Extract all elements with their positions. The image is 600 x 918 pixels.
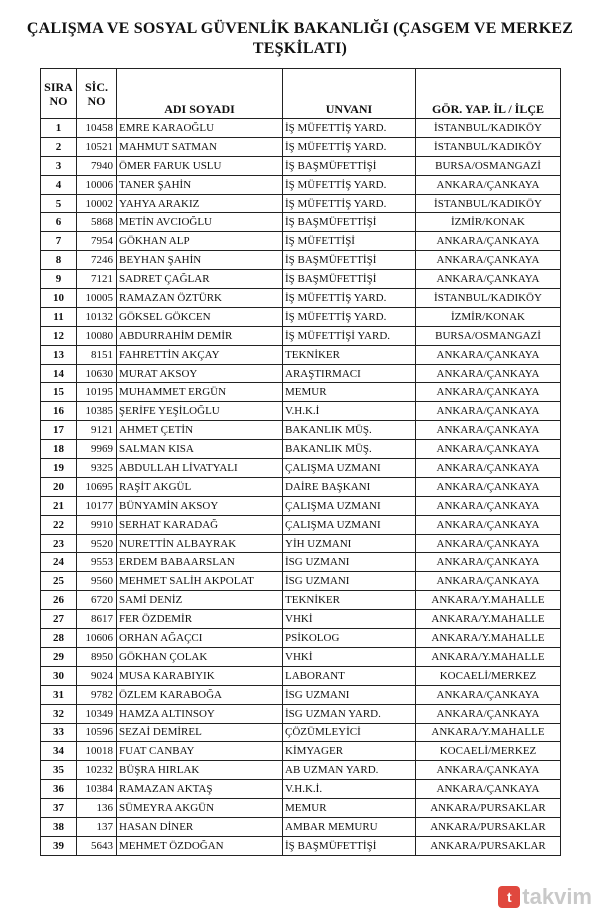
table-row (41, 440, 561, 459)
header-adi-soyadi: ADI SOYADI (117, 69, 283, 119)
cell-sira-no: 37 (41, 799, 77, 818)
table-row (41, 345, 561, 364)
cell-adi-soyadi: FUAT CANBAY (117, 742, 283, 761)
cell-gorev-yeri: ANKARA/ÇANKAYA (416, 251, 561, 270)
cell-sira-no: 21 (41, 496, 77, 515)
table-row (41, 175, 561, 194)
cell-sira-no: 23 (41, 534, 77, 553)
cell-adi-soyadi: SEZAİ DEMİREL (117, 723, 283, 742)
cell-adi-soyadi: SADRET ÇAĞLAR (117, 270, 283, 289)
cell-adi-soyadi: ABDURRAHİM DEMİR (117, 326, 283, 345)
cell-gorev-yeri: ANKARA/ÇANKAYA (416, 780, 561, 799)
cell-sic-no: 10521 (77, 137, 117, 156)
cell-gorev-yeri: BURSA/OSMANGAZİ (416, 156, 561, 175)
table-row (41, 137, 561, 156)
cell-unvani: İŞ MÜFETTİŞİ (283, 232, 416, 251)
cell-adi-soyadi: GÖKHAN ALP (117, 232, 283, 251)
table-row (41, 496, 561, 515)
cell-unvani: YİH UZMANI (283, 534, 416, 553)
table-row (41, 799, 561, 818)
cell-adi-soyadi: ORHAN AĞAÇCI (117, 629, 283, 648)
cell-sira-no: 6 (41, 213, 77, 232)
cell-unvani: KİMYAGER (283, 742, 416, 761)
cell-sic-no: 136 (77, 799, 117, 818)
cell-adi-soyadi: BÜNYAMİN AKSOY (117, 496, 283, 515)
table-row (41, 251, 561, 270)
takvim-logo-icon: t (498, 886, 520, 908)
cell-sic-no: 10385 (77, 402, 117, 421)
cell-unvani: İSG UZMANI (283, 572, 416, 591)
cell-adi-soyadi: RAMAZAN AKTAŞ (117, 780, 283, 799)
cell-unvani: ÇÖZÜMLEYİCİ (283, 723, 416, 742)
cell-gorev-yeri: ANKARA/ÇANKAYA (416, 534, 561, 553)
cell-sic-no: 8950 (77, 647, 117, 666)
cell-unvani: VHKİ (283, 610, 416, 629)
cell-gorev-yeri: ANKARA/Y.MAHALLE (416, 629, 561, 648)
table-row (41, 307, 561, 326)
table-row (41, 836, 561, 855)
cell-sic-no: 7246 (77, 251, 117, 270)
cell-gorev-yeri: BURSA/OSMANGAZİ (416, 326, 561, 345)
cell-sira-no: 29 (41, 647, 77, 666)
cell-adi-soyadi: GÖKSEL GÖKCEN (117, 307, 283, 326)
table-row (41, 704, 561, 723)
cell-gorev-yeri: ANKARA/Y.MAHALLE (416, 647, 561, 666)
cell-gorev-yeri: ANKARA/ÇANKAYA (416, 232, 561, 251)
cell-sira-no: 7 (41, 232, 77, 251)
cell-unvani: V.H.K.İ. (283, 780, 416, 799)
cell-sira-no: 31 (41, 685, 77, 704)
cell-sira-no: 27 (41, 610, 77, 629)
cell-unvani: V.H.K.İ (283, 402, 416, 421)
page-title-line2: TEŞKİLATI) (252, 40, 348, 57)
cell-sira-no: 33 (41, 723, 77, 742)
cell-adi-soyadi: SERHAT KARADAĞ (117, 515, 283, 534)
cell-sic-no: 6720 (77, 591, 117, 610)
cell-unvani: İŞ MÜFETTİŞ YARD. (283, 307, 416, 326)
table-row (41, 780, 561, 799)
header-gorev-yeri: GÖR. YAP. İL / İLÇE (416, 69, 561, 119)
cell-adi-soyadi: TANER ŞAHİN (117, 175, 283, 194)
cell-sic-no: 10018 (77, 742, 117, 761)
cell-adi-soyadi: ŞERİFE YEŞİLOĞLU (117, 402, 283, 421)
cell-sic-no: 10232 (77, 761, 117, 780)
cell-sic-no: 9782 (77, 685, 117, 704)
cell-gorev-yeri: ANKARA/ÇANKAYA (416, 761, 561, 780)
cell-unvani: BAKANLIK MÜŞ. (283, 440, 416, 459)
table-row (41, 213, 561, 232)
table-row (41, 723, 561, 742)
cell-gorev-yeri: ANKARA/Y.MAHALLE (416, 723, 561, 742)
cell-sic-no: 10195 (77, 383, 117, 402)
table-row (41, 402, 561, 421)
cell-unvani: BAKANLIK MÜŞ. (283, 421, 416, 440)
cell-sic-no: 10349 (77, 704, 117, 723)
cell-unvani: İŞ MÜFETTİŞ YARD. (283, 119, 416, 138)
cell-gorev-yeri: ANKARA/ÇANKAYA (416, 440, 561, 459)
cell-sic-no: 9520 (77, 534, 117, 553)
cell-unvani: ÇALIŞMA UZMANI (283, 515, 416, 534)
cell-adi-soyadi: BEYHAN ŞAHİN (117, 251, 283, 270)
cell-adi-soyadi: SAMİ DENİZ (117, 591, 283, 610)
cell-sic-no: 9560 (77, 572, 117, 591)
cell-adi-soyadi: YAHYA ARAKIZ (117, 194, 283, 213)
cell-sira-no: 8 (41, 251, 77, 270)
table-row (41, 515, 561, 534)
cell-sic-no: 9024 (77, 666, 117, 685)
cell-sic-no: 10080 (77, 326, 117, 345)
cell-unvani: İŞ BAŞMÜFETTİŞİ (283, 251, 416, 270)
cell-sira-no: 30 (41, 666, 77, 685)
cell-sira-no: 22 (41, 515, 77, 534)
table-row (41, 383, 561, 402)
cell-sira-no: 17 (41, 421, 77, 440)
cell-adi-soyadi: MUSA KARABIYIK (117, 666, 283, 685)
cell-adi-soyadi: MUHAMMET ERGÜN (117, 383, 283, 402)
table-row (41, 194, 561, 213)
cell-adi-soyadi: BÜŞRA HIRLAK (117, 761, 283, 780)
cell-adi-soyadi: ÖMER FARUK USLU (117, 156, 283, 175)
table-header-row (41, 69, 561, 119)
cell-sic-no: 10132 (77, 307, 117, 326)
header-sira-no (41, 69, 77, 119)
header-sic-line1: SİC. (84, 79, 108, 94)
cell-adi-soyadi: MEHMET SALİH AKPOLAT (117, 572, 283, 591)
cell-gorev-yeri: İZMİR/KONAK (416, 307, 561, 326)
cell-adi-soyadi: ÖZLEM KARABOĞA (117, 685, 283, 704)
cell-adi-soyadi: RAMAZAN ÖZTÜRK (117, 289, 283, 308)
cell-gorev-yeri: ANKARA/ÇANKAYA (416, 572, 561, 591)
watermark-text: takvim (522, 884, 592, 909)
table-row (41, 477, 561, 496)
header-sira-line1: SIRA (44, 79, 73, 94)
cell-sic-no: 9910 (77, 515, 117, 534)
cell-adi-soyadi: FAHRETTİN AKÇAY (117, 345, 283, 364)
cell-unvani: ÇALIŞMA UZMANI (283, 496, 416, 515)
takvim-watermark (498, 884, 592, 910)
cell-sic-no: 8151 (77, 345, 117, 364)
table-row (41, 270, 561, 289)
cell-gorev-yeri: İSTANBUL/KADIKÖY (416, 137, 561, 156)
cell-sic-no: 10596 (77, 723, 117, 742)
cell-unvani: AMBAR MEMURU (283, 817, 416, 836)
cell-sic-no: 10458 (77, 119, 117, 138)
cell-sic-no: 9553 (77, 553, 117, 572)
table-row (41, 572, 561, 591)
cell-unvani: İŞ MÜFETTİŞ YARD. (283, 175, 416, 194)
cell-gorev-yeri: ANKARA/PURSAKLAR (416, 799, 561, 818)
cell-gorev-yeri: ANKARA/ÇANKAYA (416, 459, 561, 478)
header-sic-line2: NO (87, 93, 106, 108)
cell-sira-no: 28 (41, 629, 77, 648)
cell-adi-soyadi: SÜMEYRA AKGÜN (117, 799, 283, 818)
table-row (41, 666, 561, 685)
table-row (41, 553, 561, 572)
cell-sira-no: 15 (41, 383, 77, 402)
cell-sic-no: 10606 (77, 629, 117, 648)
header-sira-line2: NO (49, 93, 68, 108)
cell-sic-no: 9325 (77, 459, 117, 478)
cell-sira-no: 12 (41, 326, 77, 345)
cell-gorev-yeri: ANKARA/ÇANKAYA (416, 270, 561, 289)
personnel-table (40, 68, 561, 856)
cell-sira-no: 4 (41, 175, 77, 194)
page-title-line1: ÇALIŞMA VE SOSYAL GÜVENLİK BAKANLIĞI (ÇASGEM VE MERKEZ (26, 20, 574, 37)
cell-unvani: VHKİ (283, 647, 416, 666)
cell-unvani: ARAŞTIRMACI (283, 364, 416, 383)
cell-sic-no: 5643 (77, 836, 117, 855)
cell-adi-soyadi: MAHMUT SATMAN (117, 137, 283, 156)
table-row (41, 591, 561, 610)
table-row (41, 364, 561, 383)
cell-sira-no: 18 (41, 440, 77, 459)
table-row (41, 761, 561, 780)
cell-sira-no: 26 (41, 591, 77, 610)
cell-gorev-yeri: ANKARA/ÇANKAYA (416, 515, 561, 534)
table-row (41, 534, 561, 553)
cell-gorev-yeri: İZMİR/KONAK (416, 213, 561, 232)
table-row (41, 421, 561, 440)
cell-unvani: İSG UZMANI (283, 553, 416, 572)
cell-unvani: DAİRE BAŞKANI (283, 477, 416, 496)
table-row (41, 232, 561, 251)
cell-gorev-yeri: ANKARA/ÇANKAYA (416, 345, 561, 364)
table-row (41, 629, 561, 648)
cell-gorev-yeri: ANKARA/PURSAKLAR (416, 817, 561, 836)
table-row (41, 647, 561, 666)
cell-adi-soyadi: HAMZA ALTINSOY (117, 704, 283, 723)
table-row (41, 742, 561, 761)
table-row (41, 817, 561, 836)
cell-sic-no: 9969 (77, 440, 117, 459)
cell-unvani: İŞ MÜFETTİŞ YARD. (283, 137, 416, 156)
cell-unvani: AB UZMAN YARD. (283, 761, 416, 780)
cell-sira-no: 34 (41, 742, 77, 761)
cell-sira-no: 32 (41, 704, 77, 723)
cell-sira-no: 13 (41, 345, 77, 364)
cell-sic-no: 10384 (77, 780, 117, 799)
cell-sic-no: 9121 (77, 421, 117, 440)
cell-adi-soyadi: MEHMET ÖZDOĞAN (117, 836, 283, 855)
cell-adi-soyadi: GÖKHAN ÇOLAK (117, 647, 283, 666)
cell-adi-soyadi: RAŞİT AKGÜL (117, 477, 283, 496)
cell-adi-soyadi: HASAN DİNER (117, 817, 283, 836)
cell-gorev-yeri: ANKARA/ÇANKAYA (416, 496, 561, 515)
cell-unvani: PSİKOLOG (283, 629, 416, 648)
cell-gorev-yeri: İSTANBUL/KADIKÖY (416, 289, 561, 308)
table-row (41, 289, 561, 308)
cell-unvani: İŞ BAŞMÜFETTİŞİ (283, 270, 416, 289)
cell-unvani: LABORANT (283, 666, 416, 685)
table-row (41, 459, 561, 478)
cell-sic-no: 137 (77, 817, 117, 836)
header-sic-no (77, 69, 117, 119)
cell-adi-soyadi: EMRE KARAOĞLU (117, 119, 283, 138)
cell-sira-no: 38 (41, 817, 77, 836)
cell-sira-no: 35 (41, 761, 77, 780)
cell-sira-no: 25 (41, 572, 77, 591)
cell-gorev-yeri: ANKARA/PURSAKLAR (416, 836, 561, 855)
cell-gorev-yeri: ANKARA/ÇANKAYA (416, 553, 561, 572)
table-row (41, 685, 561, 704)
cell-sira-no: 39 (41, 836, 77, 855)
cell-sic-no: 8617 (77, 610, 117, 629)
cell-sic-no: 10006 (77, 175, 117, 194)
cell-sira-no: 16 (41, 402, 77, 421)
cell-unvani: MEMUR (283, 799, 416, 818)
cell-gorev-yeri: ANKARA/ÇANKAYA (416, 364, 561, 383)
cell-unvani: İŞ MÜFETTİŞİ YARD. (283, 326, 416, 345)
cell-gorev-yeri: ANKARA/ÇANKAYA (416, 685, 561, 704)
cell-unvani: İŞ MÜFETTİŞ YARD. (283, 194, 416, 213)
cell-unvani: İŞ BAŞMÜFETTİŞİ (283, 836, 416, 855)
cell-sic-no: 10002 (77, 194, 117, 213)
cell-unvani: ÇALIŞMA UZMANI (283, 459, 416, 478)
cell-unvani: TEKNİKER (283, 591, 416, 610)
cell-sic-no: 7121 (77, 270, 117, 289)
cell-sira-no: 9 (41, 270, 77, 289)
cell-unvani: İSG UZMAN YARD. (283, 704, 416, 723)
header-unvani: UNVANI (283, 69, 416, 119)
table-row (41, 119, 561, 138)
cell-sira-no: 3 (41, 156, 77, 175)
cell-gorev-yeri: ANKARA/ÇANKAYA (416, 477, 561, 496)
cell-sira-no: 36 (41, 780, 77, 799)
cell-sira-no: 14 (41, 364, 77, 383)
cell-sic-no: 7940 (77, 156, 117, 175)
cell-gorev-yeri: İSTANBUL/KADIKÖY (416, 119, 561, 138)
cell-gorev-yeri: ANKARA/Y.MAHALLE (416, 591, 561, 610)
table-row (41, 326, 561, 345)
table-row (41, 610, 561, 629)
cell-adi-soyadi: NURETTİN ALBAYRAK (117, 534, 283, 553)
cell-adi-soyadi: ERDEM BABAARSLAN (117, 553, 283, 572)
cell-adi-soyadi: FER ÖZDEMİR (117, 610, 283, 629)
cell-adi-soyadi: AHMET ÇETİN (117, 421, 283, 440)
cell-sic-no: 10177 (77, 496, 117, 515)
table-row (41, 156, 561, 175)
cell-gorev-yeri: ANKARA/ÇANKAYA (416, 383, 561, 402)
cell-gorev-yeri: ANKARA/ÇANKAYA (416, 421, 561, 440)
cell-sira-no: 20 (41, 477, 77, 496)
cell-gorev-yeri: ANKARA/Y.MAHALLE (416, 610, 561, 629)
cell-gorev-yeri: KOCAELİ/MERKEZ (416, 742, 561, 761)
cell-sira-no: 24 (41, 553, 77, 572)
cell-sira-no: 10 (41, 289, 77, 308)
cell-adi-soyadi: SALMAN KISA (117, 440, 283, 459)
cell-unvani: İŞ MÜFETTİŞ YARD. (283, 289, 416, 308)
cell-adi-soyadi: MURAT AKSOY (117, 364, 283, 383)
cell-gorev-yeri: KOCAELİ/MERKEZ (416, 666, 561, 685)
cell-sira-no: 2 (41, 137, 77, 156)
cell-unvani: İŞ BAŞMÜFETTİŞİ (283, 156, 416, 175)
cell-sic-no: 5868 (77, 213, 117, 232)
cell-gorev-yeri: ANKARA/ÇANKAYA (416, 704, 561, 723)
cell-unvani: TEKNİKER (283, 345, 416, 364)
cell-unvani: İŞ BAŞMÜFETTİŞİ (283, 213, 416, 232)
cell-sira-no: 11 (41, 307, 77, 326)
cell-sira-no: 19 (41, 459, 77, 478)
cell-gorev-yeri: ANKARA/ÇANKAYA (416, 402, 561, 421)
cell-sic-no: 10630 (77, 364, 117, 383)
cell-sic-no: 10005 (77, 289, 117, 308)
cell-sira-no: 1 (41, 119, 77, 138)
cell-sira-no: 5 (41, 194, 77, 213)
cell-adi-soyadi: ABDULLAH LİVATYALI (117, 459, 283, 478)
cell-unvani: İSG UZMANI (283, 685, 416, 704)
cell-sic-no: 7954 (77, 232, 117, 251)
cell-gorev-yeri: İSTANBUL/KADIKÖY (416, 194, 561, 213)
cell-unvani: MEMUR (283, 383, 416, 402)
cell-gorev-yeri: ANKARA/ÇANKAYA (416, 175, 561, 194)
cell-adi-soyadi: METİN AVCIOĞLU (117, 213, 283, 232)
cell-sic-no: 10695 (77, 477, 117, 496)
